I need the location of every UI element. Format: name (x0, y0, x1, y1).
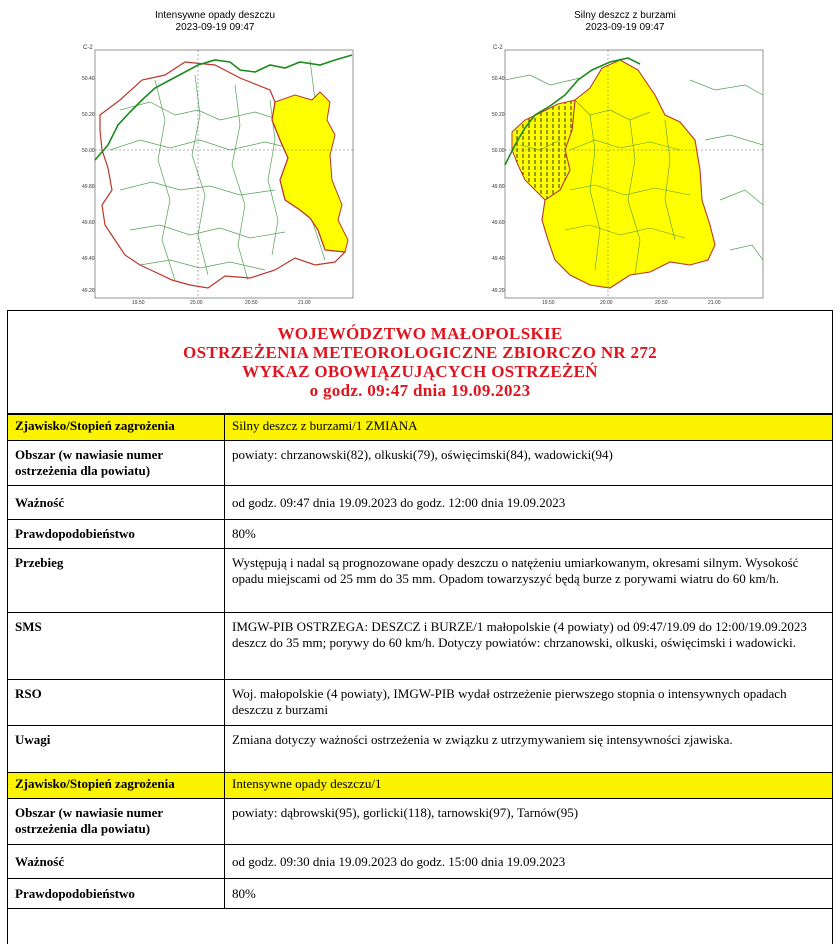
warnings-table (7, 414, 833, 909)
validity-value: od godz. 09:30 dnia 19.09.2023 do godz. 15:00 dnia 19.09.2023 (225, 845, 833, 879)
map1-title-text: Intensywne opady deszczu (154, 10, 276, 21)
phenomenon-label: Zjawisko/Stopień zagrożenia (8, 415, 225, 441)
map2-lat-tick: 50.00 (492, 148, 505, 154)
map1-svg (80, 40, 360, 305)
map2-title (475, 10, 775, 34)
map2-lat-tick: 49.80 (492, 184, 505, 190)
map1-lon-tick: 20.50 (245, 300, 258, 305)
map1-lat-tick: 50.20 (82, 112, 95, 118)
map1-lat-tick: 49.40 (82, 256, 95, 262)
table-row (8, 773, 833, 799)
header-voivodeship: WOJEWÓDZTWO MAŁOPOLSKIE (277, 324, 563, 343)
map2-lat-tick: 50.40 (492, 76, 505, 82)
map2-lon-tick: 20.50 (655, 300, 668, 305)
map1-corner-label: C-2 (83, 45, 93, 51)
map1-lon-tick: 19.50 (132, 300, 145, 305)
map2 (490, 40, 770, 305)
table-row (8, 549, 833, 613)
table-row (8, 845, 833, 879)
phenomenon-label: Zjawisko/Stopień zagrożenia (8, 773, 225, 799)
notes-value: Zmiana dotyczy ważności ostrzeżenia w związku z utrzymywaniem się intensywności zjawiska. (225, 726, 833, 773)
warning-document (7, 310, 833, 944)
map1-lat-tick: 50.00 (82, 148, 95, 154)
document-header (8, 311, 832, 414)
header-list-title: WYKAZ OBOWIĄZUJĄCYCH OSTRZEŻEŃ (242, 362, 598, 381)
table-row (8, 415, 833, 441)
validity-label: Ważność (8, 845, 225, 879)
rso-label: RSO (8, 680, 225, 726)
notes-label: Uwagi (8, 726, 225, 773)
table-row (8, 799, 833, 845)
table-row (8, 520, 833, 549)
table-row (8, 486, 833, 520)
probability-value: 80% (225, 520, 833, 549)
map1-datetime: 2023-09-19 09:47 (175, 22, 255, 33)
map1-lon-tick: 20.00 (190, 300, 203, 305)
header-bulletin-number: OSTRZEŻENIA METEOROLOGICZNE ZBIORCZO NR 272 (183, 343, 657, 362)
validity-value: od godz. 09:47 dnia 19.09.2023 do godz. 12:00 dnia 19.09.2023 (225, 486, 833, 520)
phenomenon-value: Intensywne opady deszczu/1 (225, 773, 833, 799)
map1-lat-tick: 49.80 (82, 184, 95, 190)
map2-lon-tick: 21.00 (708, 300, 721, 305)
phenomenon-value: Silny deszcz z burzami/1 ZMIANA (225, 415, 833, 441)
table-row (8, 613, 833, 680)
sms-label: SMS (8, 613, 225, 680)
map1 (80, 40, 360, 305)
map1-lat-tick: 49.60 (82, 220, 95, 226)
table-row (8, 680, 833, 726)
header-issue-time: o godz. 09:47 dnia 19.09.2023 (309, 381, 531, 400)
course-value: Występują i nadal są prognozowane opady deszczu o natężeniu umiarkowanym, okresami silnym. Wysokość opadu miejscami od 25 mm do 35 mm. Opadom towarzyszyć będą burze z porywami wiatru do 60 km/h. (225, 549, 833, 613)
sms-value: IMGW-PIB OSTRZEGA: DESZCZ i BURZE/1 małopolskie (4 powiaty) od 09:47/19.09 do 12:00/19.09.2023 deszcz do 35 mm; porywy do 60 km/h. Dotyczy powiatów: chrzanowski, olkuski, oświęcimski i wadowicki. (225, 613, 833, 680)
probability-label: Prawdopodobieństwo (8, 520, 225, 549)
map1-lat-tick: 49.20 (82, 288, 95, 294)
table-row (8, 441, 833, 486)
area-label: Obszar (w nawiasie numer ostrzeżenia dla powiatu) (8, 441, 225, 486)
map2-title-text: Silny deszcz z burzami (574, 10, 676, 21)
map2-lat-tick: 49.40 (492, 256, 505, 262)
probability-value: 80% (225, 879, 833, 909)
map2-corner-label: C-2 (493, 45, 503, 51)
area-label: Obszar (w nawiasie numer ostrzeżenia dla powiatu) (8, 799, 225, 845)
table-row (8, 726, 833, 773)
area-value: powiaty: dąbrowski(95), gorlicki(118), tarnowski(97), Tarnów(95) (225, 799, 833, 845)
probability-label: Prawdopodobieństwo (8, 879, 225, 909)
course-label: Przebieg (8, 549, 225, 613)
map2-lat-tick: 50.20 (492, 112, 505, 118)
map2-lon-tick: 19.50 (542, 300, 555, 305)
map2-lat-tick: 49.20 (492, 288, 505, 294)
map2-datetime: 2023-09-19 09:47 (585, 22, 665, 33)
map2-svg (490, 40, 770, 305)
rso-value: Woj. małopolskie (4 powiaty), IMGW-PIB wydał ostrzeżenie pierwszego stopnia o intensywnych opadach deszczu z burzami (225, 680, 833, 726)
map2-lon-tick: 20.00 (600, 300, 613, 305)
map2-lat-tick: 49.60 (492, 220, 505, 226)
validity-label: Ważność (8, 486, 225, 520)
table-row (8, 879, 833, 909)
map1-lat-tick: 50.40 (82, 76, 95, 82)
area-value: powiaty: chrzanowski(82), olkuski(79), oświęcimski(84), wadowicki(94) (225, 441, 833, 486)
map1-lon-tick: 21.00 (298, 300, 311, 305)
map1-title (65, 10, 365, 34)
